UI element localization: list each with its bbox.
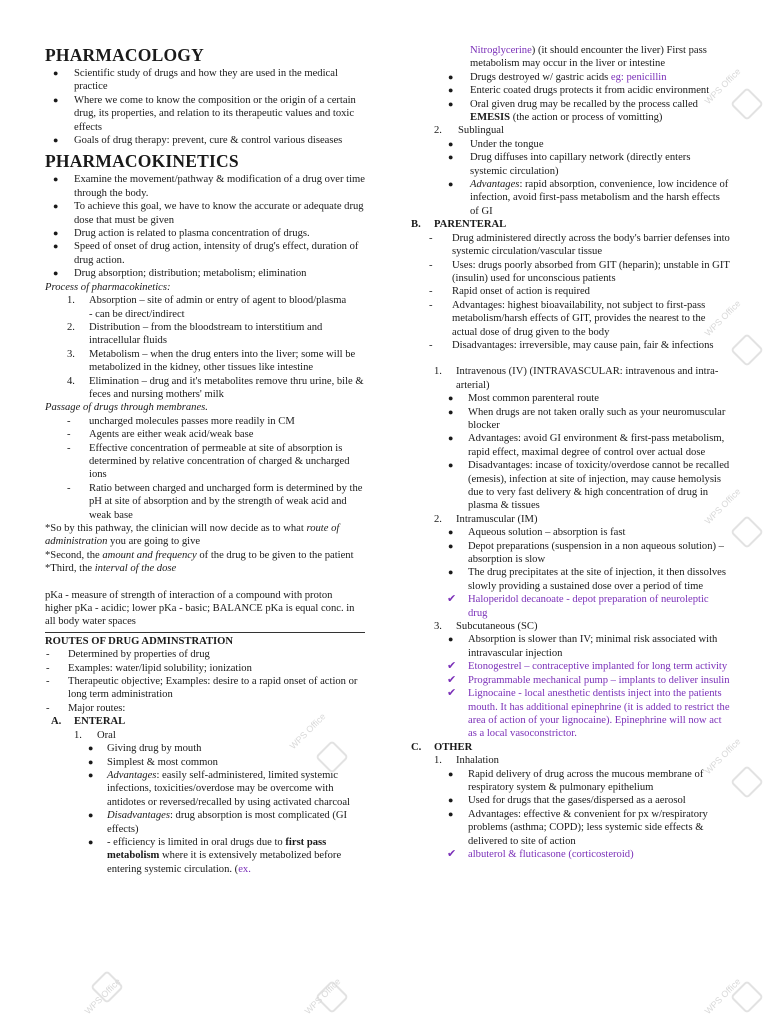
list-item: ● Disadvantages: drug absorption is most complicated (GI effects) <box>88 810 348 835</box>
pka-definition: pKa - measure of strength of interaction of a compound with proton <box>45 589 333 601</box>
list-item: ● Rapid delivery of drug across the mucous membrane of respiratory system & pulmonary epithelium <box>448 768 704 793</box>
list-item: 1. Absorption – site of admin or entry of agent to blood/plasma - can be direct/indirect <box>67 295 347 320</box>
list-item: ● The drug precipitates at the site of injection, it then dissolves slowly providing a sustained dose over a period of time <box>448 567 727 592</box>
passage-heading: Passage of drugs through membranes. <box>45 402 208 414</box>
list-item: - uncharged molecules passes more readily in CM <box>67 415 295 427</box>
inhalation-heading: 1. Inhalation <box>434 755 499 767</box>
watermark: WPS Office <box>302 976 343 1017</box>
list-item: ✔ albuterol & fluticasone (corticosteroid) <box>447 847 634 860</box>
list-item: ● Used for drugs that the gases/dispersed as a aerosol <box>448 795 686 807</box>
list-item: 4. Elimination – drug and it's metabolites remove thru urine, bile & feces and nursing mothers' milk <box>67 375 364 400</box>
list-item: 3. Metabolism – when the drug enters into the liver; some will be metabolized in the kidney, other tissues like intestine <box>67 348 356 374</box>
checkmark-icon: ✔ <box>447 660 457 673</box>
watermark: WPS Office <box>82 976 123 1017</box>
list-item: - Examples: water/lipid solubility; ionization <box>46 662 252 674</box>
list-item: ● Drug absorption; distribution; metabolism; elimination <box>53 268 307 280</box>
checkmark-icon: ✔ <box>447 847 457 860</box>
list-item: ● Goals of drug therapy: prevent, cure & control various diseases <box>53 135 343 147</box>
heading-pharmacology: PHARMACOLOGY <box>45 45 204 65</box>
list-item: ● Advantages: effective & convenient for px w/respiratory problems (asthma; COPD); less systemic side effects & delivered to site of action <box>448 808 708 847</box>
list-item: - Therapeutic objective; Examples: desire to a rapid onset of action or long term administration <box>46 676 358 701</box>
checkmark-icon: ✔ <box>447 687 457 700</box>
routes-heading: ROUTES OF DRUG ADMINSTRATION <box>45 635 234 647</box>
list-item: - Effective concentration of permeable at site of absorption is determined by relative concentration of charged & uncharged ions <box>67 442 350 481</box>
list-item: ● Depot preparations (suspension in a non aqueous solution) – absorption is slow <box>448 540 724 566</box>
wps-logo-watermark-icon <box>730 87 764 121</box>
watermark: WPS Office <box>702 976 743 1017</box>
list-item: ● Speed of onset of drug action, intensity of drug's effect, duration of drug action. <box>53 241 359 266</box>
enteral-heading: A. ENTERAL <box>51 716 126 728</box>
list-item: ● Giving drug by mouth <box>88 743 202 755</box>
iv-heading: 1. Intravenous (IV) (INTRAVASCULAR: intravenous and intra-arterial) <box>434 366 719 391</box>
list-item: ✔ Haloperidol decanoate - depot preparation of neuroleptic drug <box>447 593 709 619</box>
list-item: ● Most common parenteral route <box>448 393 599 405</box>
list-item: ● Enteric coated drugs protects it from acidic environment <box>448 85 710 97</box>
list-item: ● Advantages: rapid absorption, convenience, low incidence of infection, avoid first-pass metabolism and the harsh effects of GI <box>448 179 729 217</box>
checkmark-icon: ✔ <box>447 593 457 606</box>
list-item: ● Oral given drug may be recalled by the process called EMESIS (the action or process of vomitting) <box>448 98 698 124</box>
list-item: - Disadvantages: irreversible, may cause pain, fair & infections <box>429 339 714 351</box>
list-item: ✔ Etonogestrel – contraceptive implanted for long term activity <box>447 660 728 673</box>
list-item: - Major routes: <box>46 702 126 714</box>
list-item: - Drug administered directly across the body's barrier defenses into systemic circulation/vascular tissue <box>429 232 730 258</box>
list-item: ● Examine the movement/pathway & modification of a drug over time through the body. <box>53 174 365 199</box>
list-item: ● Advantages: avoid GI environment & first-pass metabolism, rapid effect, maximal degree of control over actual dose <box>448 433 725 458</box>
list-item: ✔ Programmable mechanical pump – implants to deliver insulin <box>447 673 730 686</box>
list-item: ● To achieve this goal, we have to know the accurate or adequate drug dose that must be given <box>53 201 364 226</box>
list-item: ● Where we come to know the composition or the origin of a certain drug, its properties, and relation to its therapeutic values and toxic effects <box>53 94 356 133</box>
list-item: - Advantages: highest bioavailability, not subject to first-pass metabolism/harsh effects of GIT, provides the nearest to the actual dose of drug given to the body <box>429 299 706 338</box>
list-item: ● Simplest & most common <box>88 756 218 768</box>
list-item: ● Advantages: easily self-administered, limited systemic infections, toxicities/overdose may be overcome with antidotes or reversed/recalled by using activated charcoal <box>88 769 350 808</box>
watermark: WPS Office <box>702 486 743 527</box>
list-item: ● When drugs are not taken orally such as your neuromuscular blocker <box>448 406 726 431</box>
continued-text: Nitroglycerine) (it should encounter the liver) First pass metabolism may occur in the liver or intestine <box>470 45 707 70</box>
list-item: ● Disadvantages: incase of toxicity/overdose cannot be recalled (emesis), infection at site of injection, may cause hemolysis due to very fast delivery & high concentration of drug in plasma & tissues <box>448 460 730 512</box>
list-item: ● Aqueous solution – absorption is fast <box>448 527 626 539</box>
list-item: - Ratio between charged and uncharged form is determined by the pH at site of absorption and by the strength of weak acid and weak base <box>67 482 363 521</box>
wps-logo-watermark-icon <box>730 333 764 367</box>
checkmark-icon: ✔ <box>447 673 457 686</box>
list-item: - Agents are either weak acid/weak base <box>67 429 254 441</box>
left-column <box>45 44 365 876</box>
divider <box>45 632 365 633</box>
list-item: - Uses: drugs poorly absorbed from GIT (heparin); unstable in GIT (insulin) used for unconscious patients <box>429 259 730 284</box>
list-item: - Determined by properties of drug <box>46 649 210 661</box>
list-item: ● Drugs destroyed w/ gastric acids eg: penicillin <box>448 71 667 83</box>
sc-heading: 3. Subcutaneous (SC) <box>434 621 538 633</box>
note-amount: *Second, the amount and frequency of the drug to be given to the patient <box>45 549 354 561</box>
oral-heading: 1. Oral <box>74 729 116 741</box>
list-item: ✔ Lignocaine - local anesthetic dentists inject into the patients mouth. It has additional epinephrine (it is added to restrict the area of action of your lignocaine). Epinephrine will now act as a local vasoconstrictor. <box>447 687 730 740</box>
list-item: ● Drug diffuses into capillary network (directly enters systemic circulation) <box>448 152 691 177</box>
process-heading: Process of pharmacokinetics: <box>45 281 171 293</box>
other-heading: C. OTHER <box>411 741 473 753</box>
list-item: ● Drug action is related to plasma concentration of drugs. <box>53 228 310 240</box>
note-route: *So by this pathway, the clinician will now decide as to what route of administration you are going to give <box>45 523 340 548</box>
watermark: WPS Office <box>702 736 743 777</box>
watermark: WPS Office <box>702 298 743 339</box>
watermark: WPS Office <box>287 711 328 752</box>
pka-scale: higher pKa - acidic; lower pKa - basic; BALANCE pKa is equal conc. in all body water spaces <box>45 603 355 628</box>
sublingual-heading: 2. Sublingual <box>434 125 504 137</box>
note-interval: *Third, the interval of the dose <box>45 563 177 575</box>
list-item: ● Scientific study of drugs and how they are used in the medical practice <box>53 68 338 93</box>
wps-logo-watermark-icon <box>730 765 764 799</box>
parenteral-heading: B. PARENTERAL <box>411 219 507 231</box>
wps-logo-watermark-icon <box>730 515 764 549</box>
list-item: ● Absorption is slower than IV; minimal risk associated with intravascular injection <box>448 634 718 659</box>
watermark: WPS Office <box>702 66 743 107</box>
right-column <box>400 44 730 861</box>
list-item: ● - efficiency is limited in oral drugs due to first pass metabolism where it is extensively metabolized before entering systemic circulation. (ex. <box>88 836 342 875</box>
im-heading: 2. Intramuscular (IM) <box>434 513 538 525</box>
list-item: - Rapid onset of action is required <box>429 286 590 298</box>
list-item: ● Under the tongue <box>448 138 544 150</box>
list-item: 2. Distribution – from the bloodstream to interstitium and intracellular fluids <box>67 321 323 347</box>
heading-pharmacokinetics: PHARMACOKINETICS <box>45 151 239 172</box>
